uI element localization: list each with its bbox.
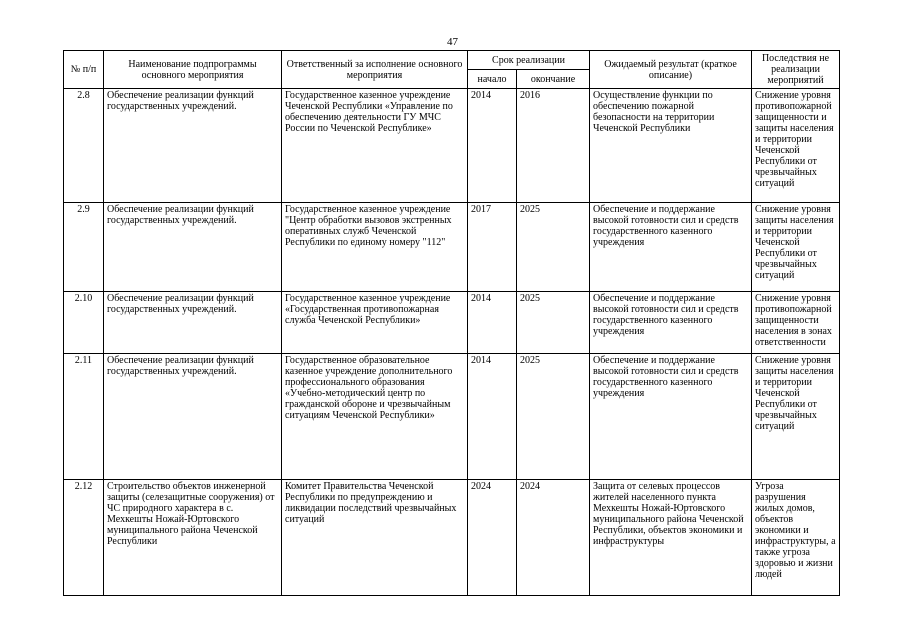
table-row — [64, 203, 840, 292]
row-name: Строительство объектов инженерной защиты (селезащитные сооружения) от ЧС природного характера в с. Мехкешты Ножай-Юртовского муниципального района Чеченской Республики — [104, 480, 282, 596]
row-consequences: Снижение уровня противопожарной защищенности и защиты населения и территории Чеченской Республики от чрезвычайных ситуаций — [752, 89, 840, 203]
row-responsible: Государственное казенное учреждение «Государственная противопожарная служба Чеченской Республики» — [282, 292, 468, 354]
table-row — [64, 480, 840, 596]
row-responsible: Государственное образовательное казенное учреждение дополнительного профессионального образования «Учебно-методический центр по гражданской обороне и чрезвычайным ситуациям Чеченской Республики» — [282, 354, 468, 480]
row-consequences: Угроза разрушения жилых домов, объектов экономики и инфраструктуры, а также угроза здоровью и жизни людей — [752, 480, 840, 596]
page-number: 47 — [447, 36, 458, 48]
row-name: Обеспечение реализации функций государственных учреждений. — [104, 292, 282, 354]
row-consequences: Снижение уровня противопожарной защищенности населения в зонах ответственности — [752, 292, 840, 354]
row-end: 2025 — [517, 292, 590, 354]
header-end: окончание — [517, 70, 590, 89]
row-end: 2024 — [517, 480, 590, 596]
row-responsible: Государственное казенное учреждение Чеченской Республики «Управление по обеспечению деятельности ГУ МЧС России по Чеченской Республике» — [282, 89, 468, 203]
row-result: Обеспечение и поддержание высокой готовности сил и средств государственного казенного учреждения — [590, 292, 752, 354]
header-responsible: Ответственный за исполнение основного мероприятия — [282, 51, 468, 89]
row-start: 2014 — [468, 354, 517, 480]
table-row — [64, 89, 840, 203]
header-result: Ожидаемый результат (краткое описание) — [590, 51, 752, 89]
row-end: 2016 — [517, 89, 590, 203]
row-num: 2.10 — [64, 292, 104, 354]
row-start: 2017 — [468, 203, 517, 292]
row-consequences: Снижение уровня защиты населения и территории Чеченской Республики от чрезвычайных ситуаций — [752, 354, 840, 480]
row-start: 2014 — [468, 292, 517, 354]
table-row — [64, 292, 840, 354]
row-start: 2024 — [468, 480, 517, 596]
row-end: 2025 — [517, 354, 590, 480]
row-result: Осуществление функции по обеспечению пожарной безопасности на территории Чеченской Республики — [590, 89, 752, 203]
row-name: Обеспечение реализации функций государственных учреждений. — [104, 203, 282, 292]
row-num: 2.12 — [64, 480, 104, 596]
header-name: Наименование подпрограммы основного мероприятия — [104, 51, 282, 89]
row-responsible: Комитет Правительства Чеченской Республики по предупреждению и ликвидации последствий чрезвычайных ситуаций — [282, 480, 468, 596]
row-consequences: Снижение уровня защиты населения и территории Чеченской Республики от чрезвычайных ситуаций — [752, 203, 840, 292]
row-result: Обеспечение и поддержание высокой готовности сил и средств государственного казенного учреждения — [590, 203, 752, 292]
row-name: Обеспечение реализации функций государственных учреждений. — [104, 354, 282, 480]
table-header — [64, 51, 840, 89]
header-consequences: Последствия не реализации мероприятий — [752, 51, 840, 89]
header-period: Срок реализации — [468, 51, 590, 70]
program-activities-table — [63, 50, 840, 596]
table-row — [64, 354, 840, 480]
row-result: Обеспечение и поддержание высокой готовности сил и средств государственного казенного учреждения — [590, 354, 752, 480]
row-num: 2.11 — [64, 354, 104, 480]
row-name: Обеспечение реализации функций государственных учреждений. — [104, 89, 282, 203]
row-end: 2025 — [517, 203, 590, 292]
header-num: № п/п — [64, 51, 104, 89]
row-responsible: Государственное казенное учреждение "Центр обработки вызовов экстренных оперативных служб Чеченской Республики по единому номеру "112" — [282, 203, 468, 292]
row-num: 2.9 — [64, 203, 104, 292]
header-start: начало — [468, 70, 517, 89]
row-num: 2.8 — [64, 89, 104, 203]
row-start: 2014 — [468, 89, 517, 203]
row-result: Защита от селевых процессов жителей населенного пункта Мехкешты Ножай-Юртовского муниципального района Чеченской Республики, объектов экономики и инфраструктуры — [590, 480, 752, 596]
